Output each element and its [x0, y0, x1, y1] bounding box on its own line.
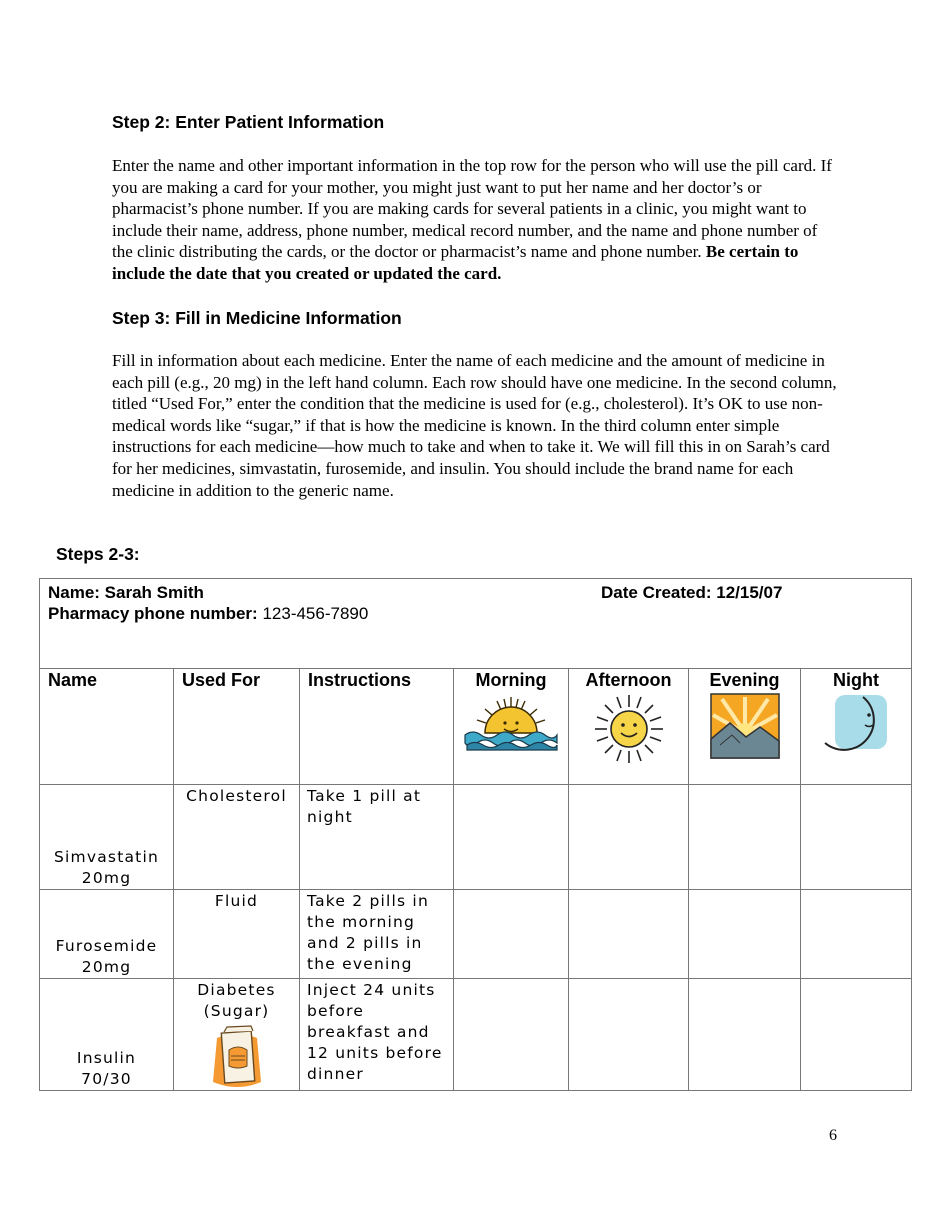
- patient-info-cell: [40, 579, 912, 669]
- used-for-cell: Cholesterol: [174, 785, 300, 890]
- medicine-name-cell: [40, 890, 174, 979]
- pharmacy-phone: 123-456-7890: [262, 604, 369, 623]
- sunrise-icon: [463, 693, 559, 753]
- medicine-row: [40, 890, 912, 979]
- medicine-name: [40, 847, 173, 889]
- header-name: Name: [40, 669, 174, 785]
- medicine-row: [40, 979, 912, 1091]
- pill-card-table: [39, 578, 912, 1091]
- morning-cell: [454, 979, 569, 1091]
- pharmacy-label: Pharmacy phone number:: [48, 604, 258, 623]
- date-created: Date Created: 12/15/07: [601, 583, 783, 602]
- evening-cell: [689, 979, 801, 1091]
- header-night: [801, 669, 912, 785]
- medicine-name: [40, 1048, 173, 1090]
- night-cell: [801, 785, 912, 890]
- steps-label: Steps 2-3:: [56, 544, 140, 564]
- used-for-cell: [174, 979, 300, 1091]
- medicine-dose: 20mg: [81, 958, 132, 976]
- morning-cell: [454, 785, 569, 890]
- step2-paragraph: [112, 155, 842, 285]
- evening-cell: [689, 890, 801, 979]
- instructions-cell: Take 2 pills in the morning and 2 pills in the evening: [300, 890, 454, 979]
- sun-icon: [591, 693, 667, 765]
- used-for-cell: Fluid: [174, 890, 300, 979]
- medicine-name-cell: [40, 979, 174, 1091]
- afternoon-cell: [569, 890, 689, 979]
- medicine-name-line1: Furosemide: [55, 937, 158, 955]
- step2-text: Enter the name and other important information in the top row for the person who will use the pill card. If you are making a card for your mother, you might just want to put her name and her doctor’s or pharmacist’s phone number. If you are making cards for several patients in a clinic, you might want to include their name, address, phone number, medical record number, and the name and phone number of the clinic distributing the cards, or the doctor or pharmacist’s name and phone number.: [112, 156, 832, 262]
- afternoon-cell: [569, 785, 689, 890]
- header-evening: [689, 669, 801, 785]
- night-cell: [801, 890, 912, 979]
- step2-bold-text: Be certain to include the date that you created or updated the card.: [112, 242, 799, 283]
- header-evening-label: Evening: [709, 670, 780, 690]
- instructions-cell: Inject 24 units before breakfast and 12 units before dinner: [300, 979, 454, 1091]
- medicine-name-line1: Simvastatin: [54, 848, 159, 866]
- morning-cell: [454, 890, 569, 979]
- sunset-mountain-icon: [710, 693, 780, 759]
- patient-name: Name: Sarah Smith: [48, 583, 204, 602]
- medicine-dose: 70/30: [81, 1070, 132, 1088]
- instructions-cell: Take 1 pill at night: [300, 785, 454, 890]
- header-row: [40, 669, 912, 785]
- step3-heading: Step 3: Fill in Medicine Information: [112, 308, 402, 328]
- header-used-for: Used For: [174, 669, 300, 785]
- sugar-bag-icon: [207, 1024, 267, 1090]
- patient-info-row: [40, 579, 912, 669]
- medicine-row: [40, 785, 912, 890]
- header-morning-label: Morning: [475, 670, 547, 690]
- afternoon-cell: [569, 979, 689, 1091]
- evening-cell: [689, 785, 801, 890]
- header-afternoon: [569, 669, 689, 785]
- header-night-label: Night: [833, 670, 879, 690]
- night-cell: [801, 979, 912, 1091]
- step2-heading: Step 2: Enter Patient Information: [112, 112, 385, 132]
- step3-paragraph: Fill in information about each medicine. Enter the name of each medicine and the amount of medicine in each pill (e.g., 20 mg) in the left hand column. Each row should have one medicine. In the second column, titled “Used For,” enter the condition that the medicine is used for (e.g., cholesterol). It’s OK to use non-medical words like “sugar,” if that is how the medicine is known. In the third column enter simple instructions for each medicine—how much to take and when to take it. We will fill this in on Sarah’s card for her medicines, simvastatin, furosemide, and insulin. You should include the brand name for each medicine in addition to the generic name.: [112, 351, 837, 500]
- medicine-name-cell: [40, 785, 174, 890]
- used-for-text: Diabetes (Sugar): [197, 981, 276, 1020]
- header-morning: [454, 669, 569, 785]
- medicine-name-line1: Insulin: [76, 1049, 137, 1067]
- header-afternoon-label: Afternoon: [585, 670, 672, 690]
- moon-icon: [819, 693, 893, 753]
- header-instructions: Instructions: [300, 669, 454, 785]
- page-number: 6: [829, 1127, 837, 1144]
- medicine-dose: 20mg: [81, 869, 132, 887]
- medicine-name: [40, 936, 173, 978]
